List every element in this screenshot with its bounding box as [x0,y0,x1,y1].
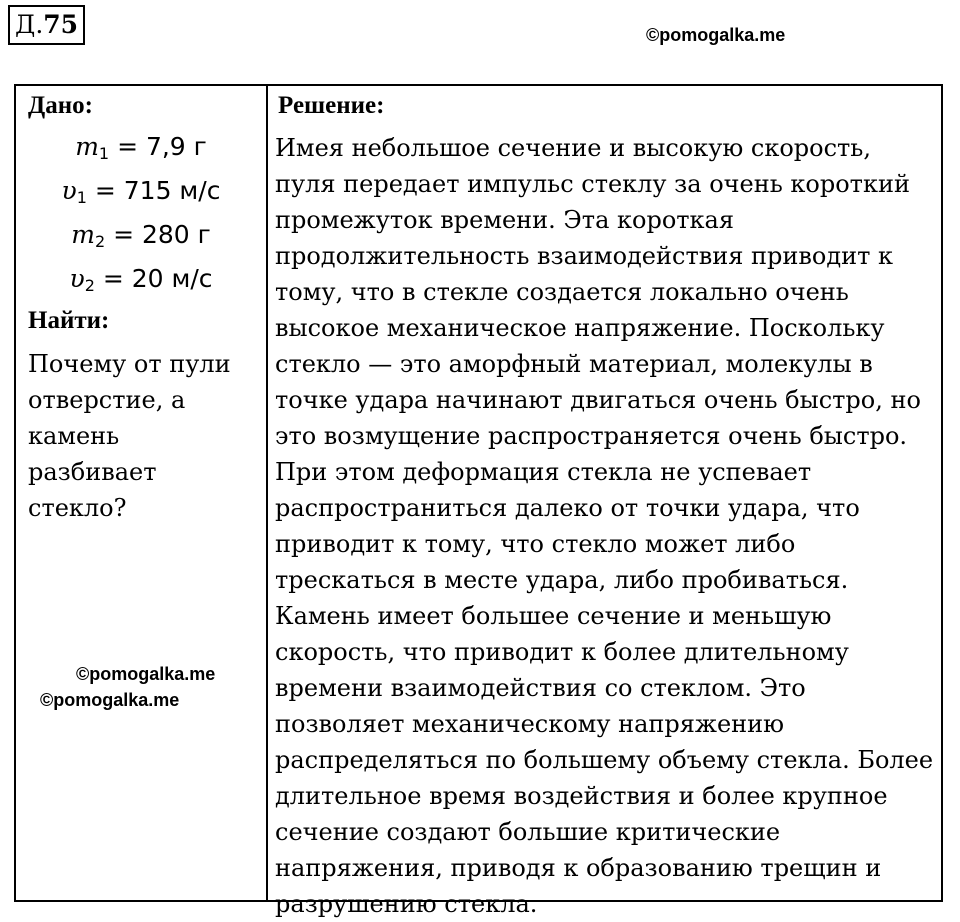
given-column [16,86,266,900]
formula-v1-var: υ [61,176,77,205]
formula-m2-value: = 280 г [113,220,211,249]
formula-m2-var: m [71,220,95,249]
solution-line: При этом деформация стекла не успевает [275,458,812,486]
solution-line: сечение создают большие критические [275,818,781,846]
solution-line: точке удара начинают двигаться очень быстро, но [275,386,921,414]
question-line: отверстие, а [28,386,186,414]
solution-heading: Решение: [278,92,385,119]
formula-v2 [16,264,266,301]
formula-v1 [16,176,266,213]
solution-line: позволяет механическому напряжению [275,710,785,738]
solution-line: стекло — это аморфный материал, молекулы в [275,350,873,378]
formula-m2-sub: 2 [94,232,106,251]
solution-line: трескаться в месте удара, либо пробиваться. [275,566,849,594]
solution-line: разрушению стекла. [275,890,538,918]
solution-line: Имея небольшое сечение и высокую скорость, [275,134,872,162]
solution-line: тому, что в стекле создается локально очень [275,278,849,306]
solution-line: распределяться по большему объему стекла. Более [275,746,934,774]
problem-prefix: Д. [15,10,44,39]
question-line: Почему от пули [28,350,231,378]
solution-column [268,86,941,918]
find-heading: Найти: [28,307,110,334]
formula-m1-sub: 1 [98,144,110,163]
question-line: стекло? [28,494,127,522]
problem-number-label [8,5,85,45]
formula-v2-value: = 20 м/с [102,264,213,293]
formula-v2-sub: 2 [84,276,95,295]
question-text [28,346,260,526]
problem-table [14,84,943,918]
formula-m2 [16,220,266,257]
solution-line: приводит к тому, что стекло может либо [275,530,796,558]
solution-line: продолжительность взаимодействия приводит к [275,242,893,270]
formula-m1 [16,132,266,169]
watermark-left-1: ©pomogalka.me [76,664,216,684]
solution-line: высокое механическое напряжение. Поскольку [275,314,885,342]
formula-m1-value: = 7,9 г [117,132,207,161]
solution-text [275,130,940,922]
solution-line: это возмущение распространяется очень быстро. [275,422,908,450]
solution-line: длительное время воздействия и более крупное [275,782,888,810]
question-line: камень [28,422,120,450]
solution-line: времени взаимодействия со стеклом. Это [275,674,806,702]
solution-line: пуля передает импульс стеклу за очень короткий [275,170,910,198]
watermark-left-2: ©pomogalka.me [40,690,180,710]
solution-line: Камень имеет большее сечение и меньшую [275,602,832,630]
solution-line: напряжения, приводя к образованию трещин и [275,854,882,882]
watermark-top: ©pomogalka.me [646,25,786,45]
formula-v1-value: = 715 м/с [94,176,221,205]
solution-line: распространиться далеко от точки удара, что [275,494,860,522]
problem-number: 75 [43,10,79,39]
formula-v1-sub: 1 [76,188,87,207]
formula-v2-var: υ [69,264,85,293]
given-heading: Дано: [28,92,93,119]
question-line: разбивает [28,458,157,486]
formula-m1-var: m [75,132,99,161]
solution-line: промежуток времени. Эта короткая [275,206,734,234]
solution-line: скорость, что приводит к более длительному [275,638,849,666]
